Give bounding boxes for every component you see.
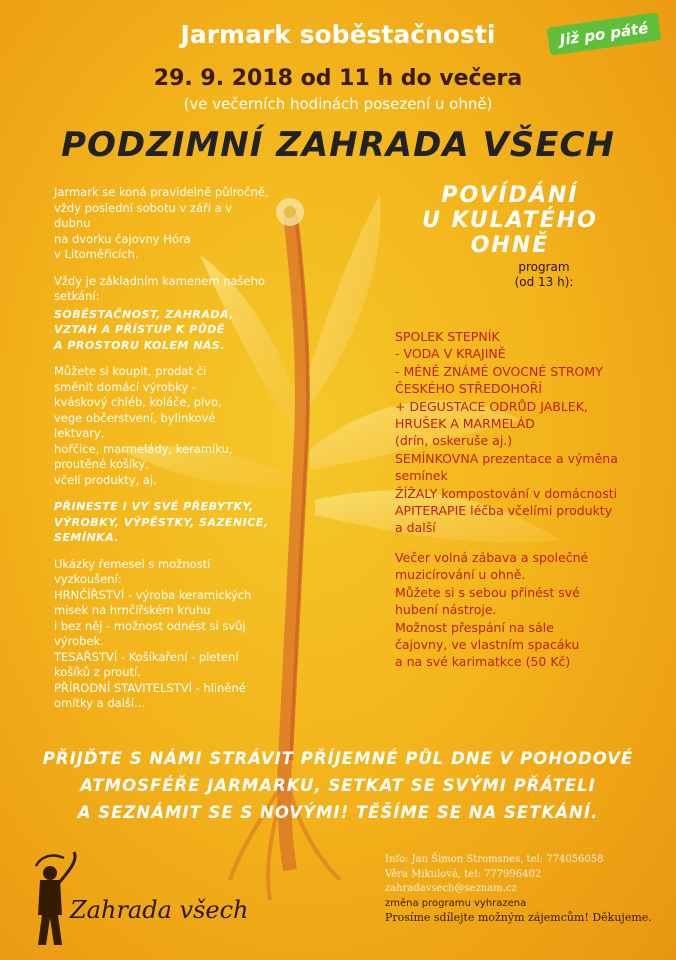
fire-talks-title: POVÍDÁNÍ U KULATÉHO OHNĚ [422,183,598,258]
evening-note: (ve večerních hodinách posezení u ohně) [183,95,493,113]
logo-wordmark: Zahrada všech [70,896,249,924]
program-change-note: změna programu vyhrazena [385,897,527,909]
bring-handwritten: PŘINESTE I VY SVÉ PŘEBYTKY, VÝROBKY, VÝPĚSTKY, SAZENICE, SEMÍNKA. [54,500,269,544]
share-request: Prosíme sdílejte možným zájemcům! Děkujeme. [385,911,652,924]
main-title: PODZIMNÍ ZAHRADA VŠECH [61,125,615,165]
event-title: Jarmark soběstačnosti [180,20,496,49]
evening-text: Večer volná zábava a společné muzicírování u ohně. Můžete si s sebou přinést své hubení nástroje. Možnost přespání na sále čajovny, ve vlastním spacáku a na své karimatkce (50 Kč) [395,549,589,670]
buy-text: Můžete si koupit, prodat či směnit domácí výrobky - kváskový chléb, koláče, pivo, vege občerstvení, bylinkové lektvary, hořčice, marmelády, keramiku, proutěné košíky, včelí produkty, aj. [54,364,233,487]
event-date: 29. 9. 2018 od 11 h do večera [153,66,523,91]
right-column [395,328,660,683]
contact-email[interactable]: zahradavsech@seznam.cz [385,883,517,894]
crafts-text: Ukázky řemesel s možností vyzkoušení: HRNČÍŘSTVÍ - výroba keramických misek na hrnčířském kruhu i bez něj - možnost odnést si svůj výrobek. TESAŘSTVÍ - Košíkaření - pletení košíků z proutí. PŘÍRODNÍ STAVITELSTVÍ - hliněné omítky a další... [54,556,252,710]
closing-invitation: PŘIJĎTE S NÁMI STRÁVIT PŘÍJEMNÉ PŮL DNE V POHODOVÉ ATMOSFÉŘE JARMARKU, SETKAT SE SVÝMI PŘÁTELI A SEZNÁMIT SE S NOVÝMI! TĚŠÍME SE NA SETKÁNÍ. [42,749,634,822]
basis-text: Vždy je základním kamenem našeho setkání: [54,273,265,303]
basis-handwritten: SOBĚSTAČNOST, ZAHRADA, VZTAH A PŘÍSTUP K PŮDĚ A PROSTORU KOLEM NÁS. [54,307,234,352]
contact-footer [385,853,675,926]
intro-text: Jarmark se koná pravidelně půlročně, vždy poslední sobotu v září a v dubnu na dvorku čajovny Hóra v Litoměřicích. [54,185,269,261]
program-label: program (od 13 h): [514,260,574,289]
contact-info-1: Info: Jan Šimon Stromsnes, tel: 774056058 [385,854,604,865]
left-column [54,185,269,723]
program-list: SPOLEK STEPNÍK - VODA V KRAJINĚ - MÉNĚ ZNÁMÉ OVOCNÉ STROMY ČESKÉHO STŘEDOHOŘÍ + DEGUSTACE ODRŮD JABLEK, HRUŠEK A MARMELÁD (drín, oskeruše aj.) SEMÍNKOVNA prezentace a výměna semínek ŽÍŽALY kompostování v domácnosti APITERAPIE léčba včelími produkty a další [395,329,618,536]
contact-info-2: Věra Mikulová, tel: 777996402 [385,868,542,880]
fifth-edition-badge: Již po páté [547,12,662,55]
